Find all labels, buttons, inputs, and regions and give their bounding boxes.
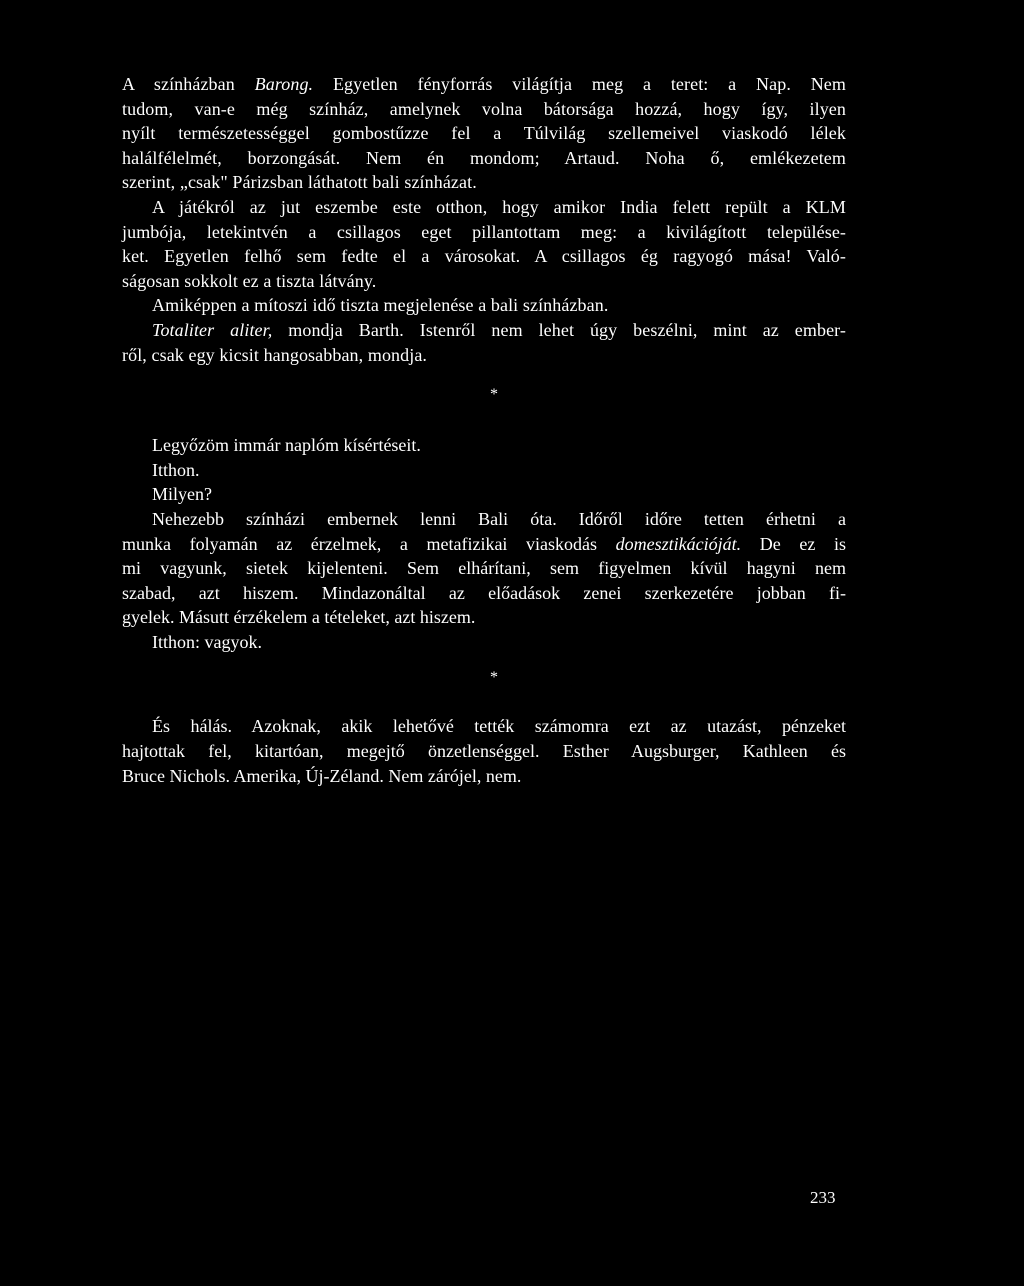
text-line: Nehezebb színházi embernek lenni Bali óta. Időről időre tetten érhetni a (152, 508, 846, 529)
italic-term: domesztikációját. (615, 533, 742, 554)
text-line: halálfélelmét, borzongását. Nem én mondom; Artaud. Noha ő, emlékezetem (122, 147, 846, 168)
text-line: Amiképpen a mítoszi idő tiszta megjelenése a bali színházban. (152, 295, 609, 316)
text-line: Milyen? (152, 484, 212, 505)
text-line: szabad, azt hiszem. Mindazonáltal az előadások zenei szerkezetére jobban fi- (122, 582, 846, 603)
text-line: A színházban Barong. Egyetlen fényforrás világítja meg a teret: a Nap. Nem (122, 74, 846, 94)
text-line: jumbója, letekintvén a csillagos eget pillantottam meg: a kivilágított települése- (122, 221, 846, 242)
page-body (122, 72, 846, 788)
text-line: Itthon. (152, 459, 200, 480)
text-line: munka folyamán az érzelmek, a metafizikai viaskodás domesztikációját. De ez is (122, 533, 846, 554)
text-line: mi vagyunk, sietek kijelenteni. Sem elhárítani, sem figyelmen kívül hagyni nem (122, 558, 846, 579)
text-line: A játékról az jut eszembe este otthon, hogy amikor India felett repült a KLM (152, 196, 846, 217)
paragraph-itthon (122, 433, 846, 654)
section-separator: * (490, 669, 498, 687)
text-line: És hálás. Azoknak, akik lehetővé tették számomra ezt az utazást, pénzeket (152, 716, 846, 737)
text-line: tudom, van-e még színház, amelynek volna bátorsága hozzá, hogy így, ilyen (122, 98, 846, 119)
text-line: hajtottak fel, kitartóan, megejtő önzetlenséggel. Esther Augsburger, Kathleen és (122, 741, 846, 762)
text-line: ről, csak egy kicsit hangosabban, mondja. (122, 344, 428, 365)
italic-term: Barong. (254, 74, 314, 94)
text-line: Bruce Nichols. Amerika, Új-Zéland. Nem zárójel, nem. (122, 765, 522, 786)
text-line: Itthon: vagyok. (152, 631, 262, 652)
page-number: 233 (810, 1188, 836, 1207)
text-line: ket. Egyetlen felhő sem fedte el a városokat. A csillagos ég ragyogó mása! Való- (122, 246, 846, 267)
section-separator: * (490, 386, 498, 404)
text-line: gyelek. Másutt érzékelem a tételeket, azt hiszem. (122, 607, 476, 628)
text-line: nyílt természetességgel gombostűzze fel a Túlvilág szellemeivel viaskodó lélek (122, 123, 846, 144)
text-line: ságosan sokkolt ez a tiszta látvány. (122, 270, 377, 291)
paragraph-thanks (122, 714, 846, 788)
italic-term: Totaliter aliter, (152, 319, 273, 340)
text-line: Legyőzöm immár naplóm kísértéseit. (152, 435, 421, 456)
text-line: szerint, „csak" Párizsban láthatott bali színházat. (122, 172, 477, 193)
paragraph-barong (122, 72, 846, 367)
text-line: Totaliter aliter, mondja Barth. Istenről nem lehet úgy beszélni, mint az ember- (152, 319, 846, 340)
